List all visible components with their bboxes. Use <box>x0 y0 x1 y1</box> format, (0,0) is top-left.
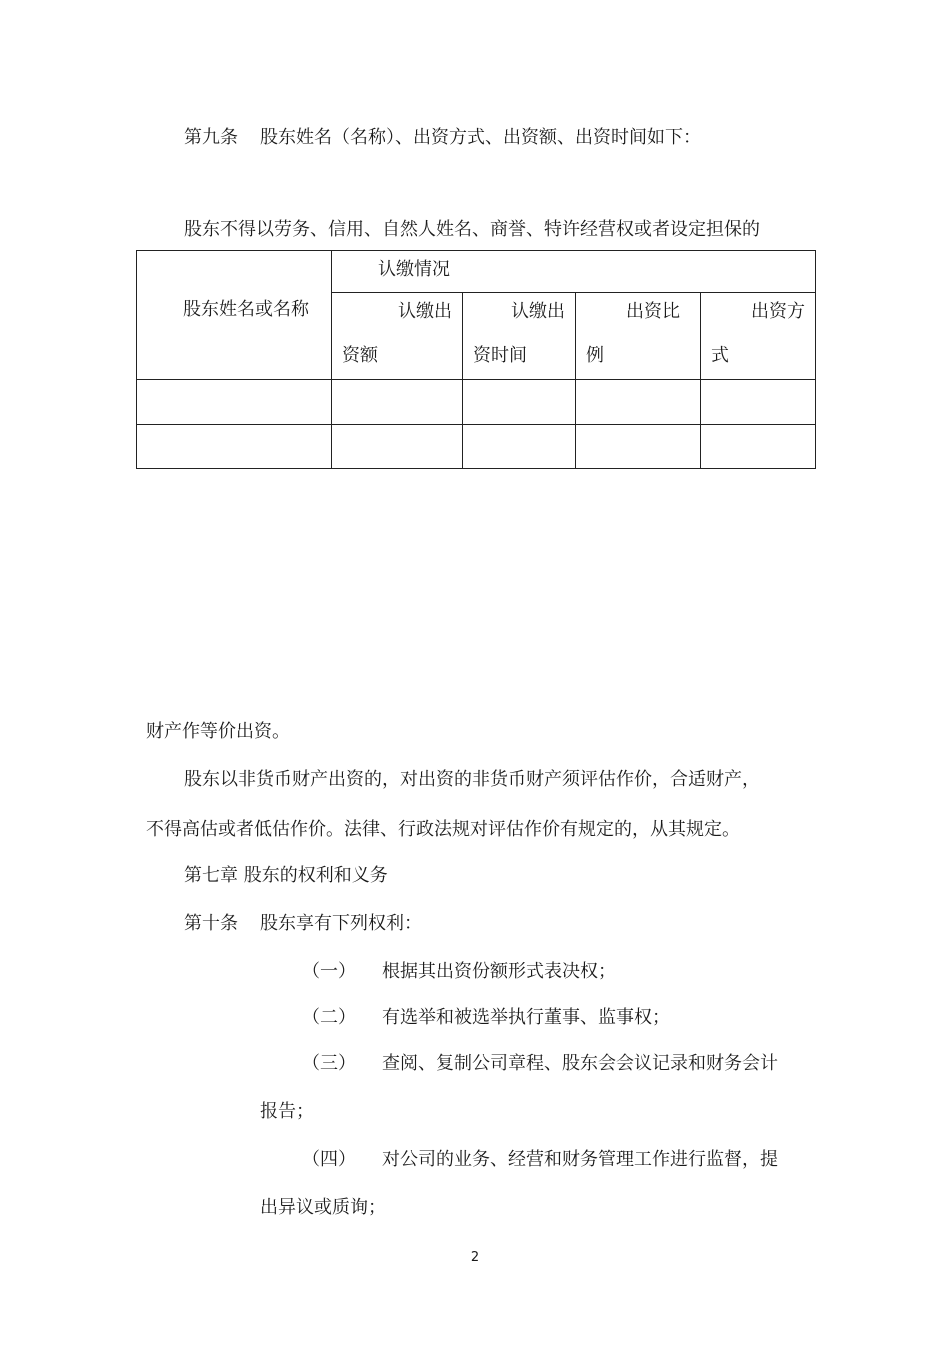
table-cell <box>463 425 576 469</box>
header-subscription-group-text: 认缴情况 <box>378 259 450 280</box>
table-row <box>137 380 816 425</box>
table-cell <box>137 380 332 425</box>
article-10-heading <box>184 912 422 936</box>
article-9-heading <box>184 126 701 150</box>
article-10-text: 股东享有下列权利： <box>260 913 422 934</box>
table-cell <box>332 380 463 425</box>
page-number: 2 <box>470 1250 480 1265</box>
restriction-line-1: 股东不得以劳务、信用、自然人姓名、商誉、特许经营权或者设定担保的 <box>184 219 760 240</box>
header-contribution-method-line2: 式 <box>711 345 729 366</box>
header-subscription-group <box>332 251 816 293</box>
noncash-line-1: 股东以非货币财产出资的，对出资的非货币财产须评估作价，合适财产， <box>184 769 760 790</box>
article-9-number: 第九条 <box>184 127 238 148</box>
header-subscribed-time <box>463 293 576 380</box>
right-3-marker: （三） <box>302 1053 356 1074</box>
list-item <box>302 1052 356 1076</box>
restriction-line-2: 财产作等价出资。 <box>146 721 290 742</box>
table-cell <box>137 425 332 469</box>
article-9-text: 股东姓名（名称）、出资方式、出资额、出资时间如下： <box>260 127 701 148</box>
table-cell <box>332 425 463 469</box>
header-contribution-ratio-line1: 出资比 <box>626 301 680 322</box>
header-contribution-ratio-line2: 例 <box>586 345 604 366</box>
header-shareholder-name-text: 股东姓名或名称 <box>183 299 309 320</box>
noncash-line-2: 不得高估或者低估作价。法律、行政法规对评估作价有规定的，从其规定。 <box>146 819 740 840</box>
header-subscribed-amount <box>332 293 463 380</box>
article-10-number: 第十条 <box>184 913 238 934</box>
right-4-text-line1: 对公司的业务、经营和财务管理工作进行监督，提 <box>382 1149 778 1170</box>
right-1-marker: （一） <box>302 961 356 982</box>
shareholder-table <box>136 250 816 469</box>
right-1-text: 根据其出资份额形式表决权； <box>382 961 616 982</box>
list-item <box>302 1148 356 1172</box>
header-subscribed-time-line1: 认缴出 <box>511 301 565 322</box>
table-cell <box>576 425 701 469</box>
list-item <box>302 960 356 984</box>
right-3-text-line2: 报告； <box>260 1101 314 1122</box>
table-cell <box>701 425 816 469</box>
list-item <box>302 1006 356 1030</box>
table-cell <box>701 380 816 425</box>
header-subscribed-amount-line2: 资额 <box>342 345 378 366</box>
right-2-text: 有选举和被选举执行董事、监事权； <box>382 1007 670 1028</box>
right-3-text-line1: 查阅、复制公司章程、股东会会议记录和财务会计 <box>382 1053 778 1074</box>
header-contribution-method-line1: 出资方 <box>751 301 805 322</box>
chapter-7-heading: 第七章 股东的权利和义务 <box>184 865 388 886</box>
right-4-marker: （四） <box>302 1149 356 1170</box>
header-contribution-method <box>701 293 816 380</box>
table-row <box>137 425 816 469</box>
header-contribution-ratio <box>576 293 701 380</box>
right-4-text-line2: 出异议或质询； <box>260 1197 386 1218</box>
header-subscribed-amount-line1: 认缴出 <box>398 301 452 322</box>
header-shareholder-name <box>137 251 332 380</box>
header-subscribed-time-line2: 资时间 <box>473 345 527 366</box>
table-cell <box>576 380 701 425</box>
right-2-marker: （二） <box>302 1007 356 1028</box>
table-cell <box>463 380 576 425</box>
